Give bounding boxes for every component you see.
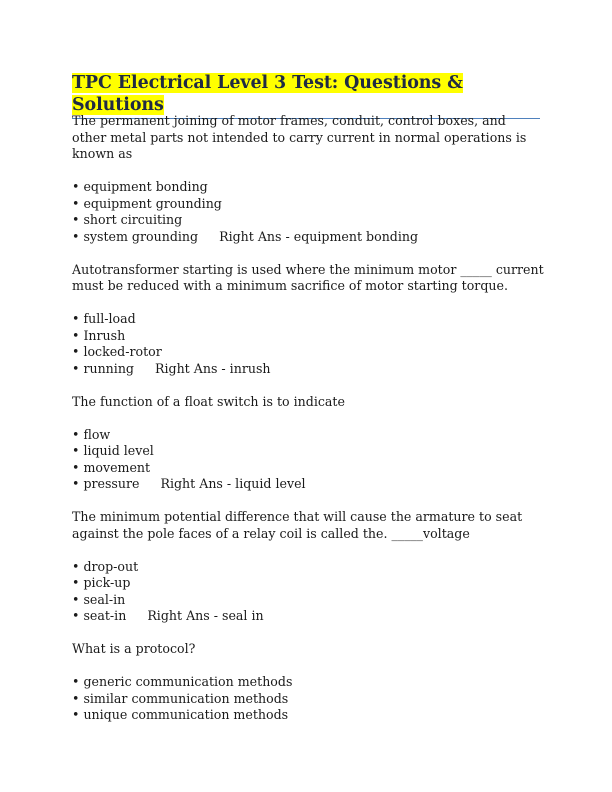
answer-text: Right Ans - liquid level bbox=[160, 476, 306, 491]
option-list bbox=[72, 311, 544, 377]
answer-text: Right Ans - equipment bonding bbox=[219, 228, 419, 244]
option-item: • system grounding Right Ans - equipment bonding bbox=[72, 228, 419, 244]
option-label: short circuiting bbox=[83, 212, 183, 227]
question-block bbox=[72, 113, 544, 245]
option-label: generic communication methods bbox=[83, 674, 293, 689]
option-label: equipment bonding bbox=[83, 179, 208, 194]
option-list bbox=[72, 179, 544, 245]
option-item: • pick-up bbox=[72, 575, 131, 590]
question-text: The permanent joining of motor frames, conduit, control boxes, and other metal parts not intended to carry current in normal operations is known as bbox=[72, 113, 527, 161]
option-item: • similar communication methods bbox=[72, 690, 289, 706]
option-item: • equipment bonding bbox=[72, 179, 208, 194]
option-item: • drop-out bbox=[72, 558, 139, 574]
option-label: liquid level bbox=[83, 443, 154, 458]
option-item: • locked-rotor bbox=[72, 344, 162, 359]
option-label: pressure bbox=[83, 476, 140, 491]
title-block bbox=[72, 72, 540, 119]
option-item: • full-load bbox=[72, 311, 136, 326]
option-label: flow bbox=[83, 426, 111, 442]
option-label: drop-out bbox=[83, 558, 139, 574]
option-label: unique communication methods bbox=[83, 707, 289, 722]
question-text: The function of a float switch is to indicate bbox=[72, 393, 345, 409]
option-item: • short circuiting bbox=[72, 212, 183, 227]
option-label: system grounding bbox=[83, 228, 199, 244]
option-item: • liquid level bbox=[72, 443, 154, 458]
question-block bbox=[72, 262, 544, 378]
option-item: • unique communication methods bbox=[72, 707, 289, 722]
question-text: Autotransformer starting is used where the minimum motor _____ current must be reduced with a minimum sacrifice of motor starting torque. bbox=[72, 261, 544, 293]
question-list bbox=[72, 113, 544, 740]
option-label: movement bbox=[83, 459, 151, 475]
option-list bbox=[72, 559, 544, 625]
question-block bbox=[72, 641, 544, 724]
option-list bbox=[72, 427, 544, 493]
question-block bbox=[72, 394, 544, 493]
page-title: TPC Electrical Level 3 Test: Questions & Solutions bbox=[72, 73, 463, 115]
answer-text: Right Ans - inrush bbox=[155, 360, 271, 376]
option-label: similar communication methods bbox=[83, 690, 289, 706]
option-item: • flow bbox=[72, 426, 111, 442]
option-item: • seat-in Right Ans - seal in bbox=[72, 608, 264, 623]
option-item: • movement bbox=[72, 459, 151, 475]
option-label: equipment grounding bbox=[83, 195, 222, 211]
option-label: locked-rotor bbox=[83, 344, 162, 359]
option-label: full-load bbox=[83, 311, 136, 326]
option-label: seal-in bbox=[83, 591, 126, 607]
option-item: • equipment grounding bbox=[72, 195, 222, 211]
option-label: running bbox=[83, 360, 134, 376]
question-text: The minimum potential difference that will cause the armature to seat against the pole faces of a relay coil is called the. _____voltage bbox=[72, 509, 523, 541]
option-item: • Inrush bbox=[72, 327, 126, 343]
option-item: • running Right Ans - inrush bbox=[72, 360, 271, 376]
question-text: What is a protocol? bbox=[72, 641, 196, 656]
question-block bbox=[72, 509, 544, 625]
option-label: Inrush bbox=[83, 327, 126, 343]
option-list bbox=[72, 674, 544, 724]
answer-text: Right Ans - seal in bbox=[147, 608, 264, 623]
option-item: • seal-in bbox=[72, 591, 126, 607]
option-label: pick-up bbox=[83, 575, 131, 590]
option-item: • generic communication methods bbox=[72, 674, 293, 689]
option-label: seat-in bbox=[83, 608, 127, 623]
option-item: • pressure Right Ans - liquid level bbox=[72, 476, 306, 491]
